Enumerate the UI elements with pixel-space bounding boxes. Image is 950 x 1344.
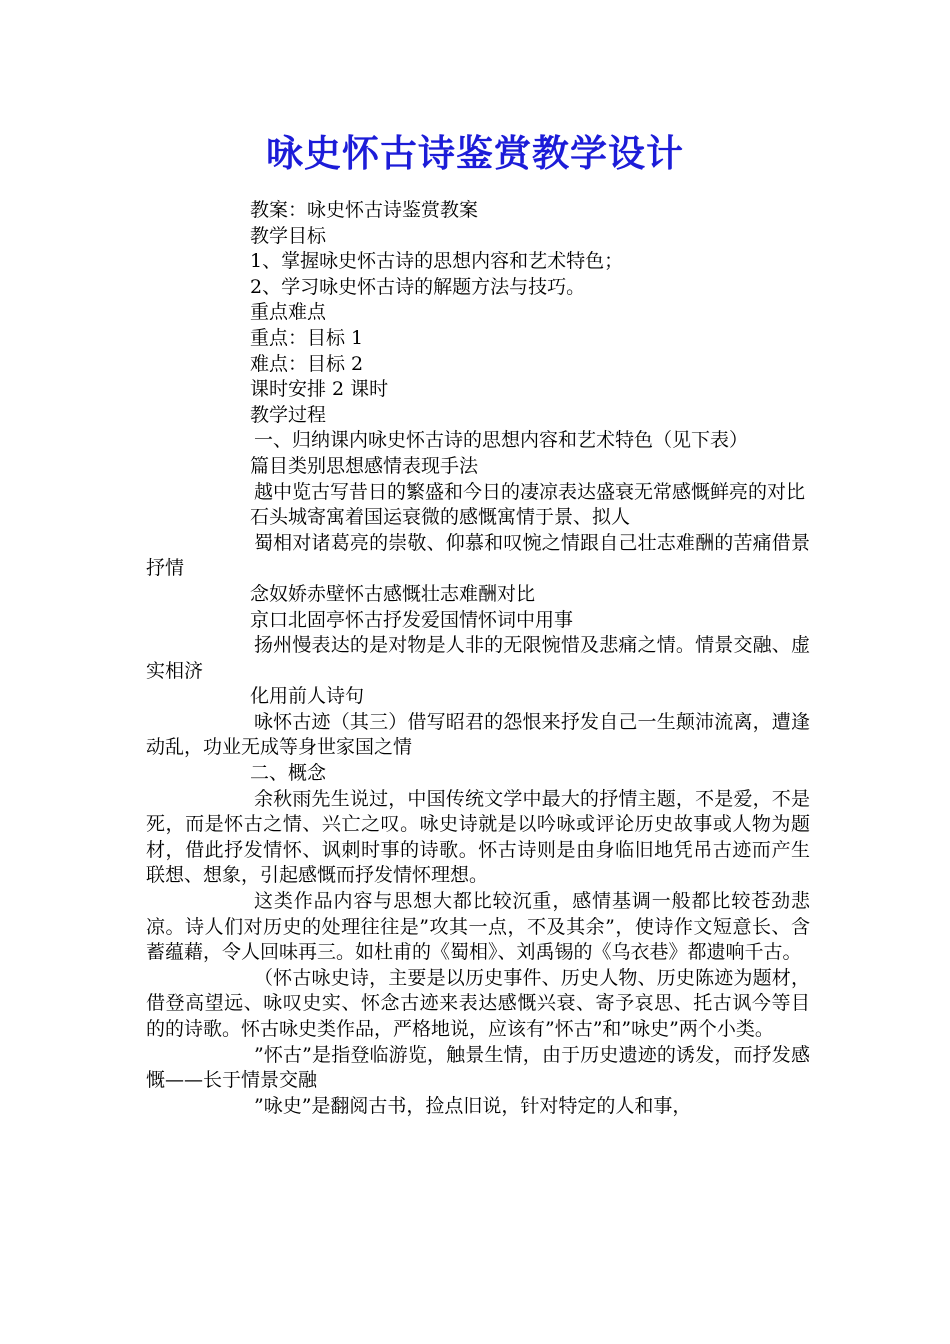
body-paragraph: 教学过程 bbox=[250, 403, 327, 426]
body-paragraph: 石头城寄寓着国运衰微的感慨寓情于景、拟人 bbox=[250, 506, 631, 529]
body-paragraph: 重点难点 bbox=[250, 301, 327, 324]
body-paragraph: ”怀古”是指登临游览，触景生情，由于历史遗迹的诱发，而抒发感慨——长于情景交融 bbox=[146, 1043, 810, 1092]
body-paragraph: 教学目标 bbox=[250, 224, 327, 247]
body-paragraph: 教案：咏史怀古诗鉴赏教案 bbox=[250, 199, 479, 221]
body-paragraph: （怀古咏史诗，主要是以历史事件、历史人物、历史陈迹为题材，借登高望远、咏叹史实、怀念古迹来表达感慨兴衰、寄予哀思、托古讽今等目的的诗歌。怀古咏史类作品，严格地说，应该有”怀古”和”咏史”两个小类。 bbox=[146, 966, 810, 1040]
body-paragraph: 京口北固亭怀古抒发爱国情怀词中用事 bbox=[250, 608, 574, 631]
body-paragraph: 一、归纳课内咏史怀古诗的思想内容和艺术特色（见下表） bbox=[254, 429, 749, 452]
body-paragraph: 2、学习咏史怀古诗的解题方法与技巧。 bbox=[250, 275, 586, 298]
body-paragraph: 1、掌握咏史怀古诗的思想内容和艺术特色； bbox=[250, 250, 624, 273]
body-paragraph: 课时安排 2 课时 bbox=[250, 378, 389, 401]
document-title: 咏史怀古诗鉴赏教学设计 bbox=[266, 131, 684, 175]
body-paragraph: 余秋雨先生说过，中国传统文学中最大的抒情主题，不是爱，不是死，而是怀古之情、兴亡之叹。咏史诗就是以吟咏或评论历史故事或人物为题材，借此抒发情怀、讽刺时事的诗歌。怀古诗则是由身临旧地凭吊古迹而产生联想、想象，引起感慨而抒发情怀理想。 bbox=[146, 787, 810, 887]
body-paragraph: 重点：目标 1 bbox=[250, 326, 364, 349]
body-paragraph: 二、概念 bbox=[250, 762, 327, 785]
body-paragraph: 难点：目标 2 bbox=[250, 352, 364, 375]
body-paragraph: 这类作品内容与思想大都比较沉重，感情基调一般都比较苍劲悲凉。诗人们对历史的处理往往是”攻其一点，不及其余”，使诗作文短意长、含蓄蕴藉，令人回味再三。如杜甫的《蜀相》、刘禹锡的《乌衣巷》都遗响千古。 bbox=[146, 890, 810, 964]
body-paragraph: 念奴娇赤壁怀古感慨壮志难酬对比 bbox=[250, 582, 536, 605]
document-body bbox=[146, 198, 810, 1119]
body-paragraph: ”咏史”是翻阅古书，捡点旧说，针对特定的人和事， bbox=[254, 1094, 692, 1117]
body-paragraph: 蜀相对诸葛亮的崇敬、仰慕和叹惋之情跟自己壮志难酬的苦痛借景抒情 bbox=[146, 531, 810, 580]
body-paragraph: 扬州慢表达的是对物是人非的无限惋惜及悲痛之情。情景交融、虚实相济 bbox=[146, 634, 810, 682]
body-paragraph: 越中览古写昔日的繁盛和今日的凄凉表达盛衰无常感慨鲜亮的对比 bbox=[254, 480, 806, 503]
body-paragraph: 化用前人诗句 bbox=[250, 685, 365, 708]
body-paragraph: 咏怀古迹（其三）借写昭君的怨恨来抒发自己一生颠沛流离，遭逢动乱，功业无成等身世家国之情 bbox=[146, 710, 810, 759]
body-paragraph: 篇目类别思想感情表现手法 bbox=[250, 454, 479, 477]
